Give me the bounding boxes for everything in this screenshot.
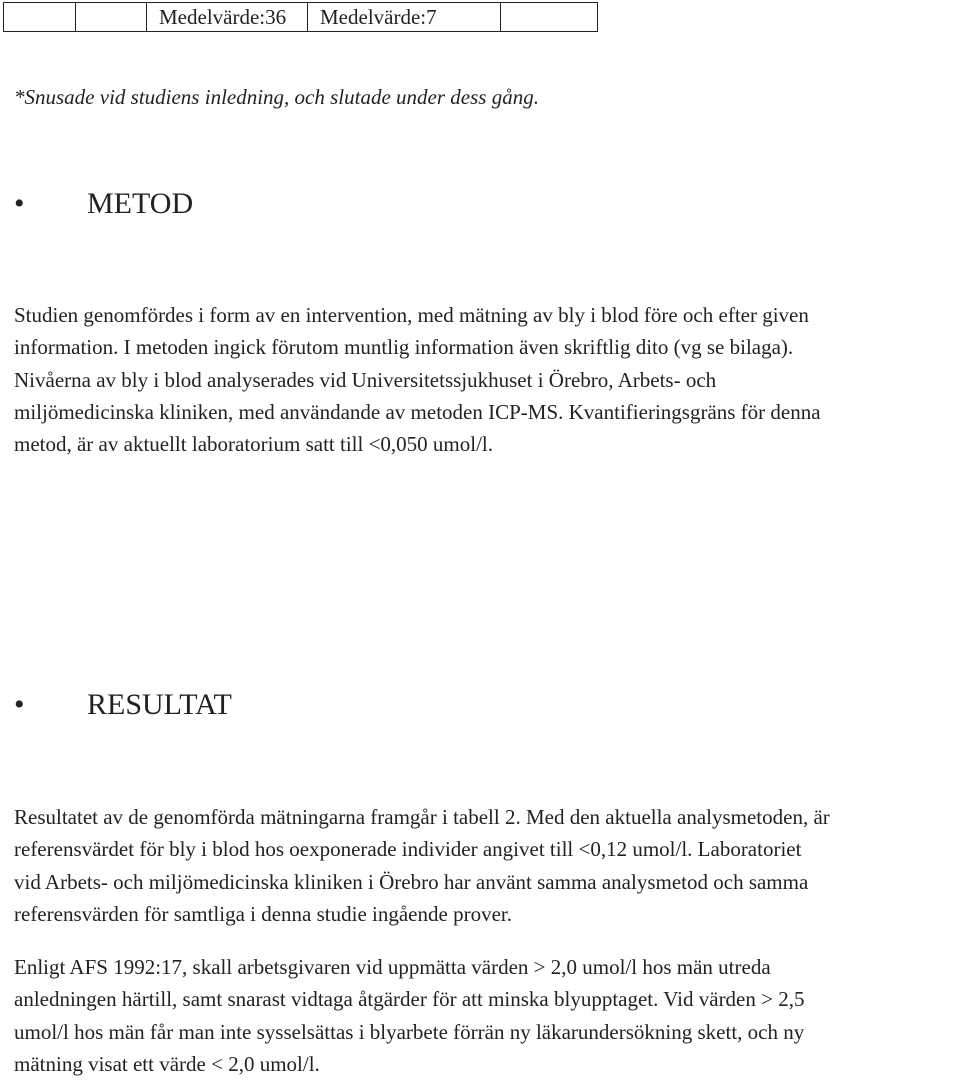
- section-heading-metod: [14, 187, 193, 221]
- text-line: Nivåerna av bly i blod analyserades vid Universitetssjukhuset i Örebro, Arbets- och: [14, 367, 717, 392]
- text-line: metod, är av aktuellt laboratorium satt till <0,050 umol/l.: [14, 432, 494, 457]
- table-row: [4, 3, 598, 32]
- resultat-paragraph-1: [14, 801, 960, 930]
- text-line: miljömedicinska kliniken, med användande av metoden ICP-MS. Kvantifieringsgräns för denna: [14, 399, 821, 424]
- table-cell-mean-2: Medelvärde:7: [308, 3, 501, 32]
- text-line: umol/l hos män får man inte sysselsättas i blyarbete förrän ny läkarundersökning skett, och ny: [14, 1019, 805, 1044]
- text-line: Enligt AFS 1992:17, skall arbetsgivaren vid uppmätta värden > 2,0 umol/l hos män utreda: [14, 955, 771, 979]
- bullet-icon: •: [14, 187, 25, 220]
- results-table-fragment: [3, 2, 598, 32]
- text-line: anledningen härtill, samt snarast vidtaga åtgärder för att minska blyupptaget. Vid värden > 2,5: [14, 987, 805, 1012]
- section-title: METOD: [87, 187, 194, 220]
- metod-paragraph: [14, 299, 960, 460]
- text-line: referensvärden för samtliga i denna studie ingående prover.: [14, 901, 512, 926]
- section-title: RESULTAT: [87, 688, 232, 721]
- table-cell: [76, 3, 147, 32]
- bullet-icon: •: [14, 688, 25, 721]
- table-cell: [4, 3, 76, 32]
- section-heading-resultat: [14, 688, 232, 722]
- table-cell-mean-1: Medelvärde:36: [147, 3, 308, 32]
- table-cell: [501, 3, 598, 32]
- text-line: referensvärdet för bly i blod hos oexponerade individer angivet till <0,12 umol/l. Laboratoriet: [14, 837, 802, 862]
- resultat-paragraph-2: [14, 951, 960, 1080]
- table-footnote: *Snusade vid studiens inledning, och slutade under dess gång.: [14, 85, 539, 109]
- text-line: vid Arbets- och miljömedicinska kliniken i Örebro har använt samma analysmetod och samma: [14, 869, 809, 894]
- text-line: Resultatet av de genomförda mätningarna framgår i tabell 2. Med den aktuella analysmetoden, är: [14, 805, 830, 829]
- text-line: Studien genomfördes i form av en intervention, med mätning av bly i blod före och efter given: [14, 303, 809, 327]
- text-line: information. I metoden ingick förutom muntlig information även skriftlig dito (vg se bilaga).: [14, 335, 794, 360]
- text-line: mätning visat ett värde < 2,0 umol/l.: [14, 1051, 320, 1076]
